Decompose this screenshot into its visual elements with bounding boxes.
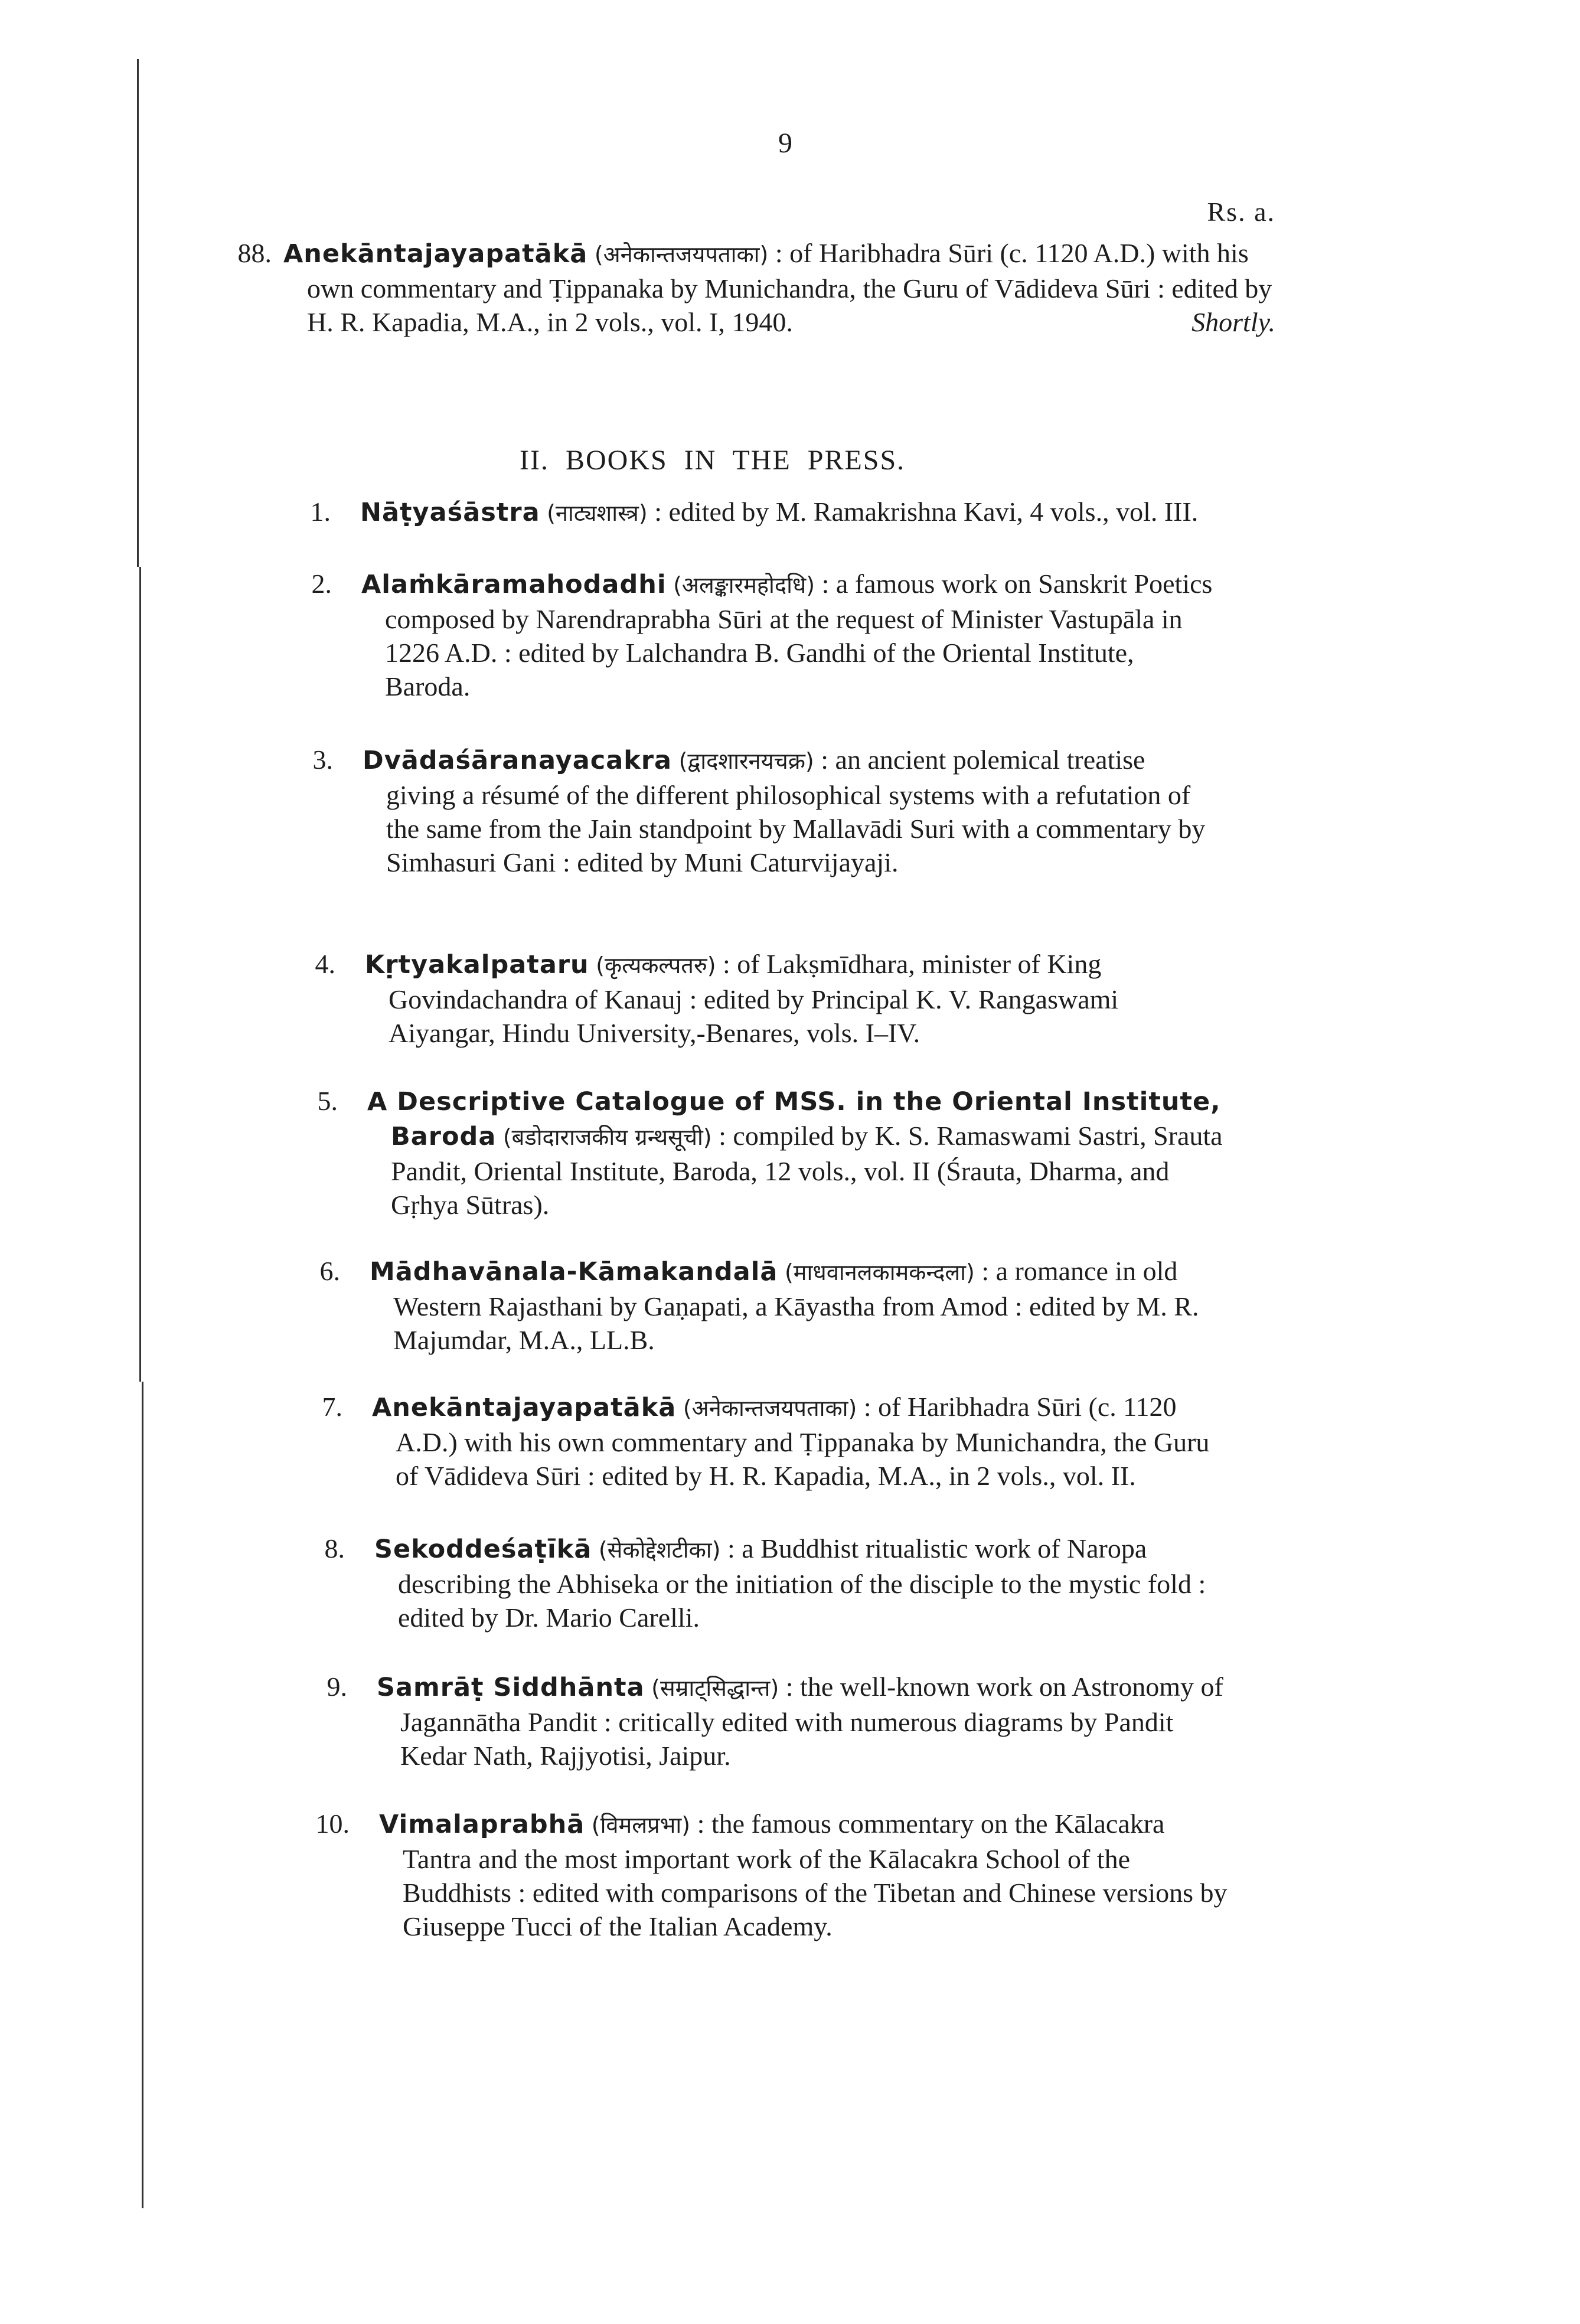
- price-column-header: Rs. a.: [1207, 197, 1275, 227]
- entry-description: : of Lakṣmīdhara, minister of King Govindachandra of Kanauj : edited by Principal K. V. Rangaswami Aiyangar, Hindu University,-Benares, vols. I–IV.: [389, 949, 1119, 1048]
- entry-title: Mādhavānala-Kāmakandalā: [370, 1257, 778, 1287]
- entry-title: Samrāṭ Siddhānta: [377, 1673, 645, 1702]
- entry-number: 10.: [315, 1809, 350, 1839]
- entry-devanagari: (द्वादशारनयचक्र): [678, 748, 814, 774]
- entry-title: A Descriptive Catalogue of MSS. in the Oriental Institute, Baroda: [367, 1087, 1221, 1151]
- entry-title: Vimalaprabhā: [379, 1810, 585, 1839]
- entry-status: Shortly.: [1191, 307, 1275, 337]
- entry-devanagari: (सम्राट्सिद्धान्त): [651, 1675, 779, 1701]
- margin-rule: [137, 59, 139, 567]
- book-entry: [312, 743, 1219, 879]
- entry-title: Nāṭyaśāstra: [360, 498, 540, 527]
- entry-title: Anekāntajayapatākā: [283, 239, 588, 269]
- entry-description: : compiled by K. S. Ramaswami Sastri, Srauta Pandit, Oriental Institute, Baroda, 12 vols., vol. II (Śrauta, Dharma, and Gṛhya Sūtras).: [391, 1121, 1223, 1220]
- entry-devanagari: (माधवानलकामकन्दला): [784, 1259, 975, 1285]
- book-entry: [310, 495, 1216, 530]
- entry-title: Anekāntajayapatākā: [372, 1393, 677, 1422]
- entry-number: 6.: [319, 1256, 340, 1286]
- entry-description: : the well-known work on Astronomy of Jagannātha Pandit : critically edited with numerous diagrams by Pandit Kedar Nath, Rajjyotisi, Jaipur.: [400, 1672, 1223, 1771]
- entry-devanagari: (विमलप्रभा): [591, 1812, 691, 1838]
- entry-devanagari: (बडोदाराजकीय ग्रन्थसूची): [502, 1124, 712, 1150]
- entry-title: Sekoddeśaṭīkā: [374, 1535, 592, 1564]
- entry-devanagari: (कृत्यकल्पतरु): [596, 952, 716, 978]
- entry-devanagari: (अनेकान्तजयपताका): [683, 1395, 857, 1421]
- book-entry: [322, 1390, 1228, 1493]
- entry-number: 4.: [315, 949, 335, 979]
- book-entry: [317, 1084, 1223, 1222]
- entry-devanagari: (सेकोद्देशटीका): [598, 1537, 721, 1563]
- entry-description: : edited by M. Ramakrishna Kavi, 4 vols., vol. III.: [654, 497, 1199, 527]
- book-entry: [327, 1670, 1233, 1773]
- section-heading: II. BOOKS IN THE PRESS.: [520, 445, 906, 476]
- entry-title: Dvādaśāranayacakra: [363, 746, 673, 775]
- book-entry: [311, 567, 1217, 703]
- entry-number: 88.: [237, 238, 272, 268]
- entry-title: Kṛtyakalpataru: [365, 950, 589, 980]
- catalogue-entry-88: [237, 236, 1275, 339]
- entry-devanagari: (नाट्यशास्त्र): [547, 500, 648, 526]
- margin-rule: [139, 567, 141, 1382]
- entry-number: 1.: [310, 497, 331, 527]
- entry-number: 9.: [327, 1672, 347, 1702]
- entry-description: : a Buddhist ritualistic work of Naropa describing the Abhiseka or the initiation of the disciple to the mystic fold : edited by Dr. Mario Carelli.: [398, 1533, 1206, 1633]
- entry-devanagari: (अनेकान्तजयपताका): [594, 241, 769, 267]
- book-entry: [315, 1807, 1235, 1943]
- entry-number: 7.: [322, 1392, 342, 1422]
- entry-description: : a romance in old Western Rajasthani by Gaṇapati, a Kāyastha from Amod : edited by M. R. Majumdar, M.A., LL.B.: [393, 1256, 1199, 1355]
- entry-description: : an ancient polemical treatise giving a résumé of the different philosophical systems with a refutation of the same from the Jain standpoint by Mallavādi Suri with a commentary by Simhasuri Gani : edited by Muni Caturvijayaji.: [386, 745, 1206, 877]
- entry-description: : of Haribhadra Sūri (c. 1120 A.D.) with his own commentary and Ṭippanaka by Munichandra, the Guru of Vādideva Sūri : edited by H. R. Kapadia, M.A., in 2 vols., vol. II.: [396, 1392, 1210, 1491]
- entry-description: : a famous work on Sanskrit Poetics composed by Narendraprabha Sūri at the request of Minister Vastupāla in 1226 A.D. : edited by Lalchandra B. Gandhi of the Oriental Institute, Baroda.: [385, 569, 1213, 701]
- entry-number: 5.: [317, 1086, 338, 1116]
- entry-devanagari: (अलङ्कारमहोदधि): [673, 572, 815, 598]
- entry-number: 2.: [311, 569, 332, 599]
- entry-description: : of Haribhadra Sūri (c. 1120 A.D.) with his own commentary and Ṭippanaka by Munichandra, the Guru of Vādideva Sūri : edited by H. R. Kapadia, M.A., in 2 vols., vol. I, 1940.: [307, 238, 1272, 337]
- book-entry: [324, 1532, 1230, 1634]
- entry-number: 3.: [312, 745, 333, 775]
- entry-description: : the famous commentary on the Kālacakra Tantra and the most important work of the Kālacakra School of the Buddhists : edited with comparisons of the Tibetan and Chinese versions by Giuseppe Tucci of the Italian Academy.: [403, 1809, 1228, 1941]
- book-entry: [319, 1254, 1226, 1357]
- book-entry: [315, 947, 1221, 1050]
- entry-title: Alaṁkāramahodadhi: [361, 570, 667, 599]
- page-number: 9: [778, 128, 792, 159]
- entry-number: 8.: [324, 1533, 345, 1564]
- margin-rule: [142, 1382, 143, 2208]
